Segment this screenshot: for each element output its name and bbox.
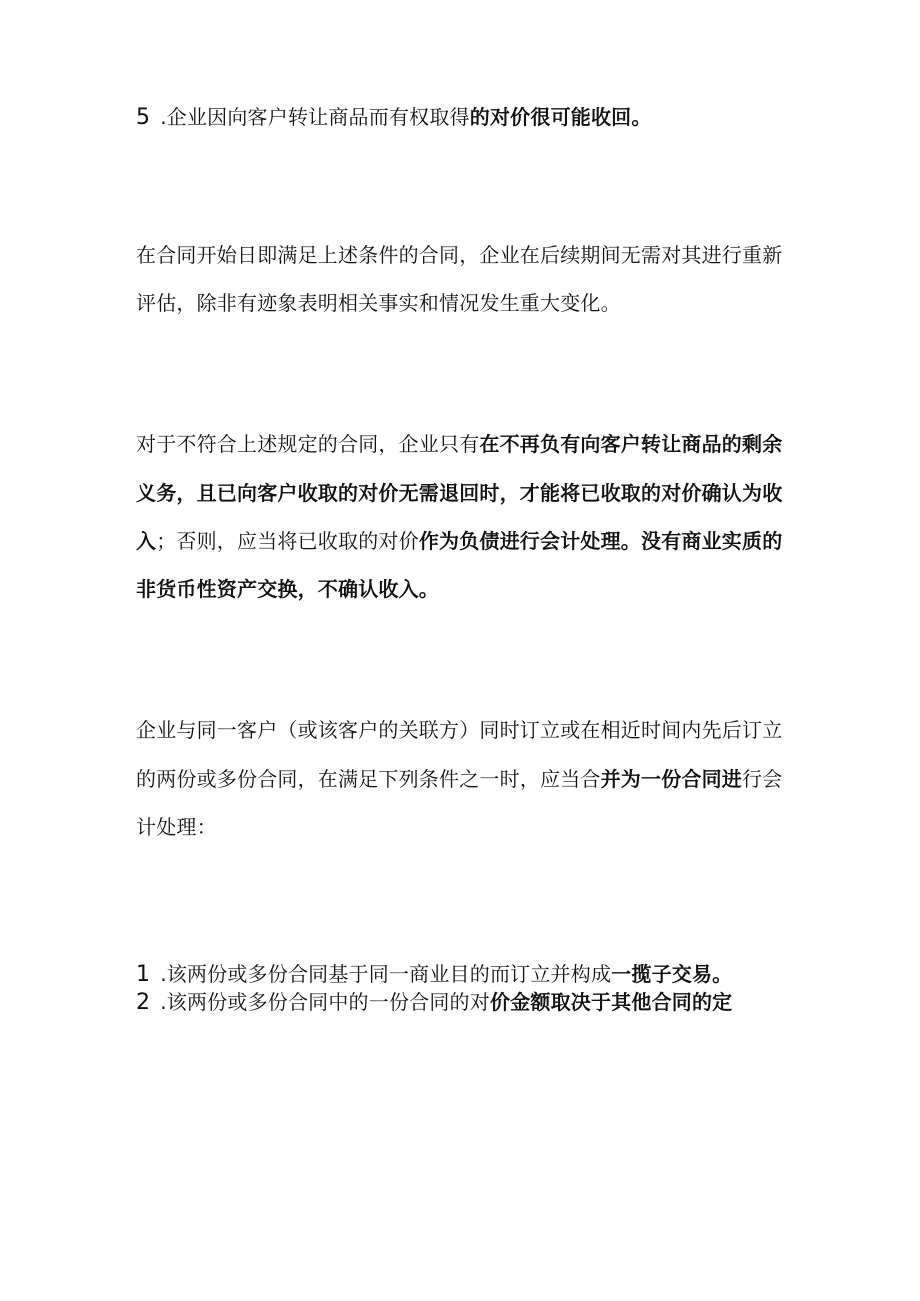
paragraph-bold-text: 作为负债进行会计处理。没有商业实质的 [418,529,783,553]
list-item-1 [136,960,796,989]
paragraph-1-line-2: 评估，除非有迹象表明相关事实和情况发生重大变化。 [136,291,621,315]
paragraph-1-line-1: 在合同开始日即满足上述条件的合同，企业在后续期间无需对其进行重新 [136,243,783,267]
paragraph-2-line-3 [136,527,796,555]
paragraph-text: 行会 [742,767,783,791]
list-item-text: .企业因向客户转让商品而有权取得 [160,105,470,129]
paragraph-text: ；否则，应当将已收取的对价 [156,529,419,553]
list-item-text: .该两份或多份合同中的一份合同的对 [160,990,490,1014]
paragraph-bold-text: 入 [136,529,157,553]
list-number: 2 [136,990,151,1015]
list-item-bold-text: 价金额取决于其他合同的定 [489,990,733,1014]
list-item-text: .该两份或多份合同基于同一商业目的而订立并构成 [160,962,612,986]
paragraph-2-line-1 [136,430,796,458]
paragraph-text: 的两份或多份合同，在满足下列条件之一时，应当合 [136,767,601,791]
list-item-5 [136,103,796,132]
paragraph-2-line-2: 义务，且已向客户收取的对价无需退回时，才能将已收取的对价确认为收 [136,481,783,505]
list-item-bold-text: 一揽子交易。 [611,962,733,986]
paragraph-bold-text: 并为一份合同进 [600,767,743,791]
list-number: 1 [136,962,151,987]
paragraph-3-line-1: 企业与同一客户（或该客户的关联方）同时订立或在相近时间内先后订立 [136,718,783,742]
paragraph-3-line-2 [136,765,796,793]
list-item-2 [136,988,796,1017]
paragraph-3-line-3: 计处理： [136,815,217,839]
list-number: 5 [136,105,151,130]
paragraph-text: 对于不符合上述规定的合同，企业只有 [136,432,480,456]
paragraph-2-line-4: 非货币性资产交换，不确认收入。 [136,577,439,601]
list-item-bold-text: 的对价很可能收回。 [469,105,652,129]
paragraph-bold-text: 在不再负有向客户转让商品的剩余 [479,432,783,456]
